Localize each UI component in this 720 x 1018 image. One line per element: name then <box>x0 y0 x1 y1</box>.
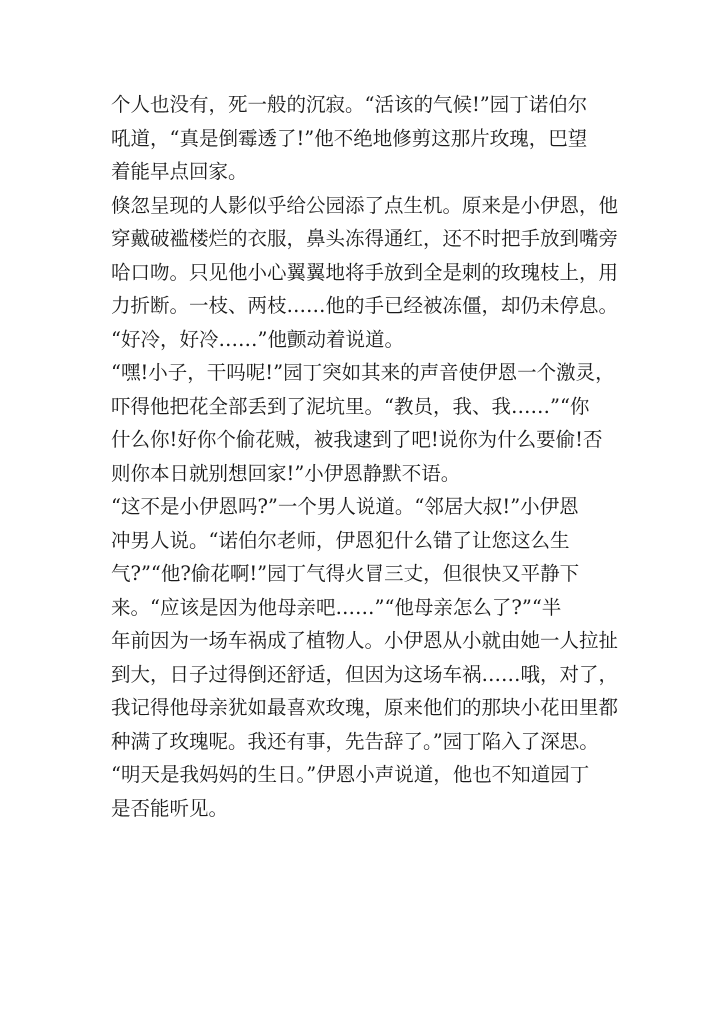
text-line-16: 来。“应该是因为他母亲吧……”“他母亲怎么了?”“半 <box>111 595 562 619</box>
text-line-5: 穿戴破褴楼烂的衣服，鼻头冻得通红，还不时把手放到嘴旁 <box>111 227 619 250</box>
text-line-15: 气?”“他?偷花啊!”园丁气得火冒三丈，但很快又平静下 <box>111 562 580 585</box>
text-line-21: “明天是我妈妈的生日。”伊恩小声说道，他也不知道园丁 <box>111 763 590 786</box>
text-line-2: 吼道，“真是倒霉透了!”他不绝地修剪这那片玫瑰，巴望 <box>111 126 588 150</box>
text-line-13: “这不是小伊恩吗?”一个男人说道。“邻居大叔!”小伊恩 <box>111 495 579 518</box>
text-line-11: 什么你!好你个偷花贼，被我逮到了吧!说你为什么要偷!否 <box>111 428 603 451</box>
text-line-17: 年前因为一场车祸成了植物人。小伊恩从小就由她一人拉扯 <box>111 629 619 652</box>
text-line-14: 冲男人说。“诺伯尔老师，伊恩犯什么错了让您这么生 <box>111 528 570 552</box>
text-line-8: “好冷，好冷……”他颤动着说道。 <box>111 327 404 351</box>
text-line-19: 我记得他母亲犹如最喜欢玫瑰，原来他们的那块小花田里都 <box>111 696 619 719</box>
text-line-7: 力折断。一枝、两枝……他的手已经被冻僵，却仍未停息。 <box>111 294 619 317</box>
text-line-9: “嘿!小子，干吗呢!”园丁突如其来的声音使伊恩一个激灵， <box>111 361 615 384</box>
text-line-22: 是否能听见。 <box>111 796 229 820</box>
text-line-1: 个人也没有，死一般的沉寂。“活该的气候!”园丁诺伯尔 <box>111 93 588 116</box>
text-line-4: 倏忽呈现的人影似乎给公园添了点生机。原来是小伊恩，他 <box>111 193 619 217</box>
text-line-10: 吓得他把花全部丢到了泥坑里。“教员，我、我……”“你 <box>111 394 590 418</box>
text-line-12: 则你本日就别想回家!”小伊恩静默不语。 <box>111 461 461 485</box>
story-text <box>111 88 621 825</box>
text-line-18: 到大，日子过得倒还舒适，但因为这场车祸……哦，对了， <box>111 662 619 686</box>
text-line-3: 着能早点回家。 <box>111 160 248 183</box>
text-line-6: 哈口吻。只见他小心翼翼地将手放到全是刺的玫瑰枝上，用 <box>111 260 619 284</box>
text-line-20: 种满了玫瑰呢。我还有事，先告辞了。”园丁陷入了深思。 <box>111 729 599 753</box>
